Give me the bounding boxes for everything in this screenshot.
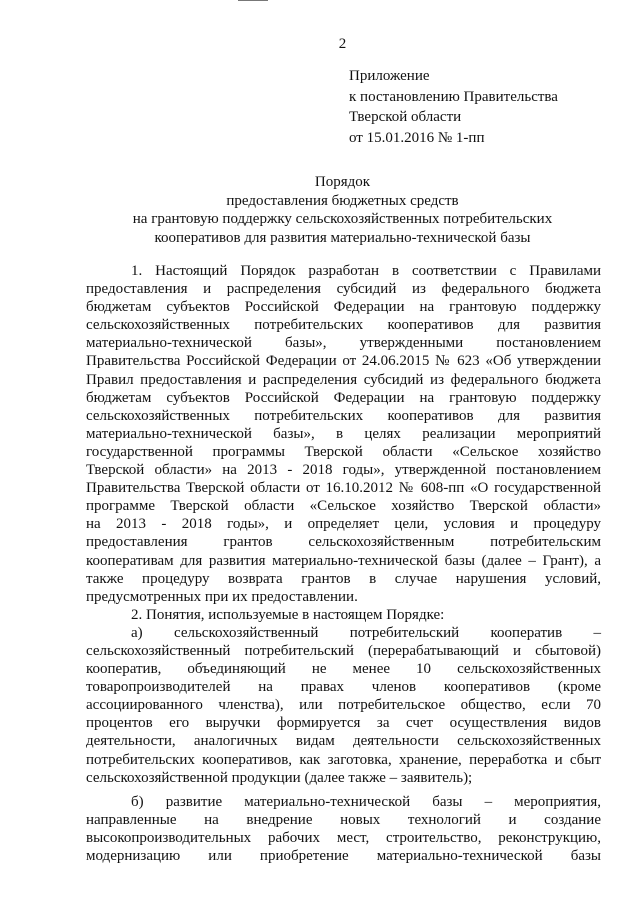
paragraph-line: сельскохозяйственных потребительских кооперативов для развития xyxy=(86,407,601,424)
appendix-line: Приложение xyxy=(349,68,430,84)
paragraph-line: предоставления грантов сельскохозяйственным потребительским xyxy=(86,534,601,551)
paragraph-line: также процедуру возврата грантов в случае нарушения условий, xyxy=(86,570,601,587)
paragraph-line: программе Тверской области «Сельское хозяйство Тверской области» xyxy=(86,498,601,515)
appendix-line: Тверской области xyxy=(349,109,462,125)
paragraph-line: на 2013 - 2018 годы», и определяет цели, условия и процедуру xyxy=(86,516,601,533)
paragraph-line: товаропроизводителей на правах членов кооперативов (кроме xyxy=(86,679,601,696)
top-mark xyxy=(238,0,268,3)
paragraph-line: предоставления и распределения субсидий из федерального бюджета xyxy=(86,281,601,298)
paragraph-line: б) развитие материально-технической базы – мероприятия, xyxy=(131,793,601,810)
paragraph-line: ассоциированного членства), или потребительское общество, если 70 xyxy=(86,697,601,714)
paragraph-1 xyxy=(86,262,601,606)
appendix-block xyxy=(349,66,558,148)
page-number: 2 xyxy=(338,36,347,52)
paragraph-line: государственной программы Тверской области «Сельское хозяйство xyxy=(86,443,601,460)
paragraph-line: направленные на внедрение новых технологий и создание xyxy=(86,811,601,828)
paragraph-line: Правительства Российской Федерации от 24.06.2015 № 623 «Об утверждении xyxy=(86,353,601,370)
paragraph-line: бюджетам субъектов Российской Федерации на грантовую поддержку xyxy=(86,299,601,316)
paragraph-line: сельскохозяйственных потребительских кооперативов для развития xyxy=(86,317,601,334)
paragraph-line: процентов его выручки формируется за счет осуществления видов xyxy=(86,715,601,732)
paragraph-line: предусмотренных при их предоставлении. xyxy=(86,588,358,605)
paragraph-line: Правительства Тверской области от 16.10.2012 № 608-пп «О государственной xyxy=(86,480,601,497)
paragraph-line: материально-технической базы», утвержденными постановлением xyxy=(86,335,601,352)
paragraph-line: 1. Настоящий Порядок разработан в соответствии с Правилами xyxy=(131,263,601,279)
paragraph-line: Тверской области» на 2013 - 2018 годы», утвержденной постановлением xyxy=(86,462,601,479)
paragraph-line: а) сельскохозяйственный потребительский кооператив – xyxy=(131,624,601,641)
paragraph-line: деятельности, аналогичных видам деятельности сельскохозяйственных xyxy=(86,733,601,750)
paragraph-line: Правил предоставления и распределения субсидий из федерального бюджета xyxy=(86,371,601,388)
title-line: Порядок xyxy=(314,174,371,190)
paragraph-b xyxy=(86,793,601,865)
paragraph-line: кооператив, объединяющий не менее 10 сельскохозяйственных xyxy=(86,661,601,678)
title-line: на грантовую поддержку сельскохозяйственных потребительских xyxy=(132,211,553,227)
appendix-line: от 15.01.2016 № 1-пп xyxy=(349,129,485,146)
paragraph-line: модернизацию или приобретение материально-технической базы xyxy=(86,848,601,864)
title-line: предоставления бюджетных средств xyxy=(226,192,459,209)
paragraph-2 xyxy=(86,606,601,624)
paragraph-line: потребительских кооперативов, как заготовка, хранение, переработка и сбыт xyxy=(86,751,601,768)
paragraph-line: кооперативам для развития материально-технической базы (далее – Грант), а xyxy=(86,552,601,569)
paragraph-line: бюджетам субъектов Российской Федерации на грантовую поддержку xyxy=(86,389,601,406)
appendix-line: к постановлению Правительства xyxy=(349,88,558,105)
title-line: кооперативов для развития материально-технической базы xyxy=(154,229,531,246)
document-body xyxy=(86,262,601,865)
paragraph-line: сельскохозяйственный потребительский (перерабатывающий и сбытовой) xyxy=(86,642,601,659)
paragraph-line: высокопроизводительных рабочих мест, строительство, реконструкцию, xyxy=(86,829,601,846)
document-title xyxy=(0,173,640,247)
paragraph-a xyxy=(86,624,601,787)
paragraph-line: сельскохозяйственной продукции (далее также – заявитель); xyxy=(86,769,473,786)
paragraph-line: 2. Понятия, используемые в настоящем Порядке: xyxy=(131,606,445,623)
paragraph-line: материально-технической базы», в целях реализации мероприятий xyxy=(86,425,601,442)
